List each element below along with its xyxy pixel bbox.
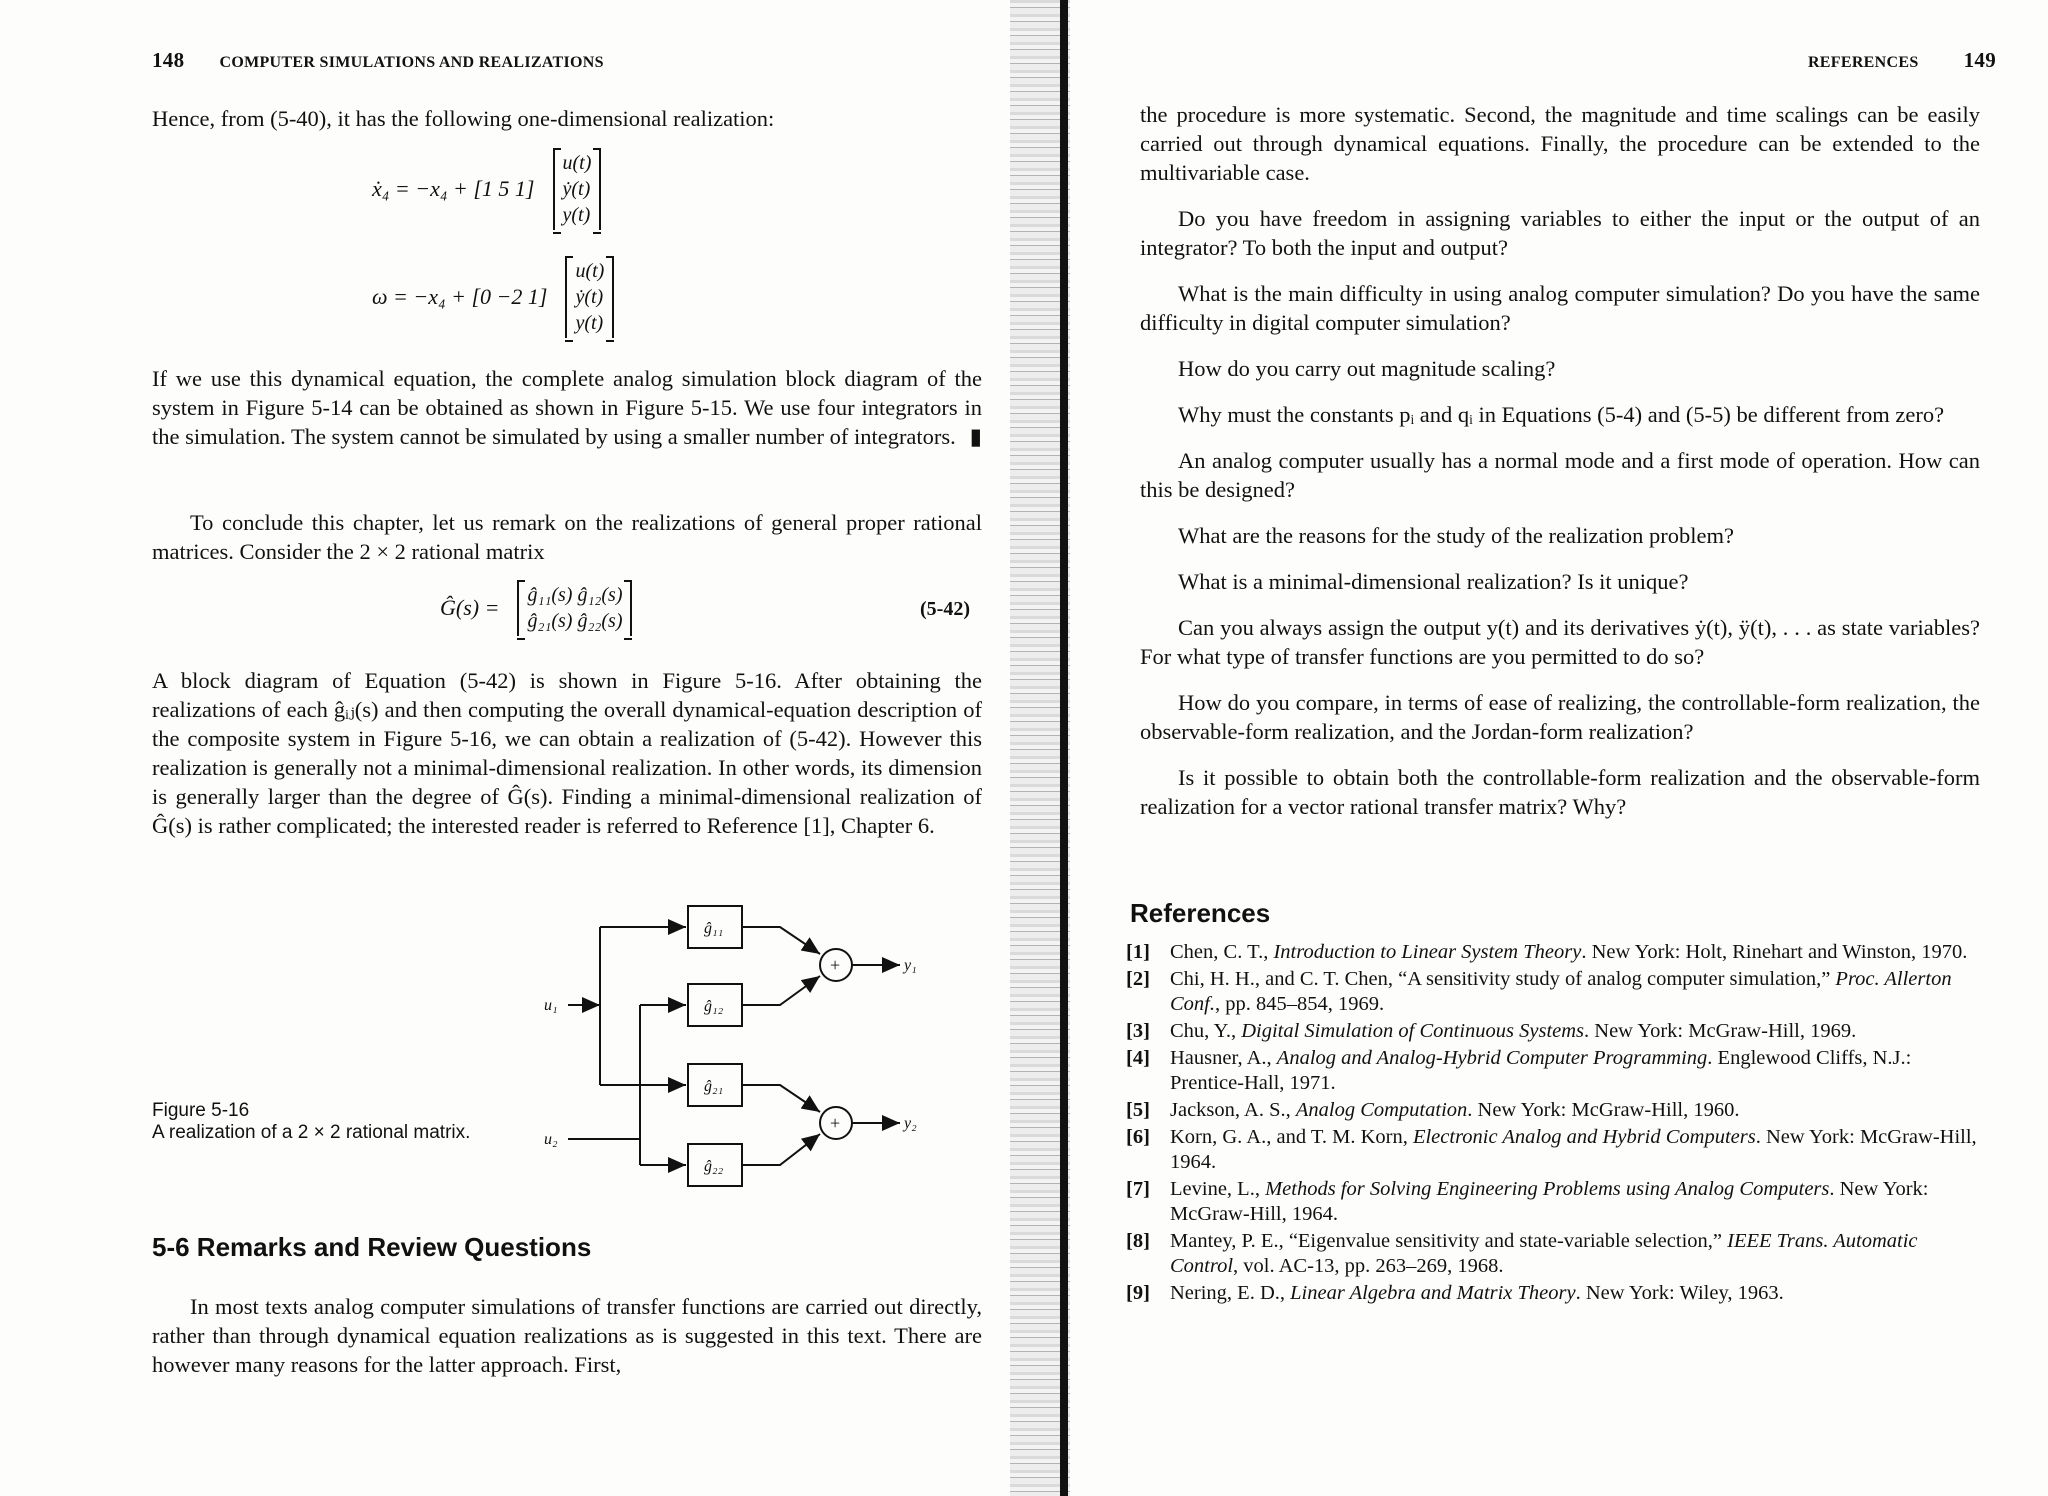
left-page-number: 148	[152, 48, 185, 72]
reference-item	[1126, 1281, 1986, 1306]
output-y1: y₁	[904, 957, 917, 974]
reference-title: IEEE Trans. Automatic Control	[1170, 1230, 1918, 1277]
block-label-g12: ĝ₁₂	[704, 998, 724, 1015]
review-question: What are the reasons for the study of the realization problem?	[1178, 523, 1735, 548]
vector-entry: u(t)	[562, 152, 592, 174]
reference-publisher: . New York: McGraw-Hill, 1964.	[1170, 1126, 1977, 1173]
references-list	[1126, 940, 1986, 1308]
summer-1-sign: +	[830, 955, 841, 975]
left-running-head	[152, 48, 604, 73]
references-heading: References	[1130, 898, 1271, 928]
reference-number: [2]	[1126, 968, 1150, 990]
reference-publisher: . New York: Wiley, 1963.	[1575, 1282, 1784, 1304]
vector-entry: ẏ(t)	[575, 286, 604, 308]
input-u2: u₂	[544, 1131, 558, 1148]
equation-number: (5-42)	[920, 598, 970, 620]
reference-publisher: . Englewood Cliffs, N.J.: Prentice-Hall, 1971.	[1170, 1047, 1912, 1094]
reference-number: [6]	[1126, 1126, 1150, 1148]
reference-publisher: . New York: McGraw-Hill, 1969.	[1584, 1020, 1857, 1042]
reference-title: Methods for Solving Engineering Problems using Analog Computers	[1265, 1178, 1830, 1200]
equation-x4-lhs: ẋ₄ = −x₄ + [1 5 1]	[372, 176, 535, 201]
paragraph-continued: the procedure is more systematic. Second, the magnitude and time scalings can be easily carried out through dynamical equations. Finally, the procedure can be extended to the multivariable case.	[1140, 102, 1980, 185]
reference-title: Introduction to Linear System Theory	[1273, 941, 1582, 963]
review-question: An analog computer usually has a normal mode and a first mode of operation. How can this be designed?	[1140, 448, 1980, 502]
summer-2-sign: +	[830, 1113, 841, 1133]
equation-5-42	[440, 580, 632, 636]
paragraph-simulation-text: If we use this dynamical equation, the complete analog simulation block diagram of the system in Figure 5-14 can be obtained as shown in Figure 5-15. We use four integrators in the simulation. The system cannot be simulated by using a smaller number of integrators.	[152, 366, 982, 449]
equation-x4	[372, 148, 601, 230]
reference-authors: Chi, H. H., and C. T. Chen, “A sensitivity study of analog computer simulation,”	[1170, 968, 1836, 990]
equation-omega	[372, 256, 614, 338]
paragraph-block-diagram: A block diagram of Equation (5-42) is shown in Figure 5-16. After obtaining the realizations of each ĝᵢⱼ(s) and then computing the overall dynamical-equation description of the composite system in Figure 5-16, we can obtain a realization of (5-42). However this realization is generally not a minimal-dimensional realization. In other words, its dimension is generally larger than the degree of Ĝ(s). Finding a minimal-dimensional realization of Ĝ(s) is rather complicated; the interested reader is referred to Reference [1], Chapter 6.	[152, 668, 982, 838]
paragraph-conclude: To conclude this chapter, let us remark on the realizations of general proper rational matrices. Consider the 2 × 2 rational matrix	[152, 510, 982, 564]
reference-number: [9]	[1126, 1282, 1150, 1304]
reference-publisher: . New York: McGraw-Hill, 1964.	[1170, 1178, 1929, 1225]
figure-5-16-diagram	[540, 892, 1000, 1204]
vector-entry: y(t)	[562, 204, 591, 226]
block-label-g21: ĝ₂₁	[704, 1078, 724, 1095]
right-running-head	[1808, 48, 1996, 73]
reference-item	[1126, 1125, 1986, 1175]
reference-number: [8]	[1126, 1230, 1150, 1252]
paragraph-simulation	[152, 364, 982, 451]
matrix-row: ĝ₁₁(s) ĝ₁₂(s)	[527, 584, 623, 606]
reference-title: Electronic Analog and Hybrid Computers	[1412, 1126, 1756, 1148]
review-question: What is the main difficulty in using analog computer simulation? Do you have the same difficulty in digital computer simulation?	[1140, 281, 1980, 335]
paragraph-remarks: In most texts analog computer simulations of transfer functions are carried out directly, rather than through dynamical equation realizations as is suggested in this text. There are however many reasons for the latter approach. First,	[152, 1294, 982, 1377]
reference-title: Linear Algebra and Matrix Theory	[1290, 1282, 1576, 1304]
block-label-g11: ĝ₁₁	[704, 920, 724, 937]
section-heading: 5-6 Remarks and Review Questions	[152, 1232, 592, 1262]
reference-title: Digital Simulation of Continuous Systems	[1241, 1020, 1585, 1042]
reference-publisher: , vol. AC-13, pp. 263–269, 1968.	[1233, 1255, 1504, 1277]
review-question: Can you always assign the output y(t) and its derivatives ẏ(t), ÿ(t), . . . as state variables? For what type of transfer functions are you permitted to do so?	[1140, 615, 1980, 669]
reference-authors: Mantey, P. E., “Eigenvalue sensitivity and state-variable selection,”	[1170, 1230, 1728, 1252]
reference-authors: Nering, E. D.,	[1170, 1282, 1291, 1304]
reference-title: Analog Computation	[1295, 1099, 1468, 1121]
equation-omega-vector	[565, 256, 614, 338]
reference-authors: Levine, L.,	[1170, 1178, 1266, 1200]
reference-number: [4]	[1126, 1047, 1150, 1069]
matrix-row: ĝ₂₁(s) ĝ₂₂(s)	[527, 610, 623, 632]
review-questions	[1140, 100, 1980, 838]
reference-item	[1126, 1098, 1986, 1123]
vector-entry: y(t)	[575, 312, 604, 334]
intro-text: Hence, from (5-40), it has the following one-dimensional realization:	[152, 106, 775, 131]
reference-publisher: . New York: Holt, Rinehart and Winston, 1970.	[1581, 941, 1968, 963]
output-y2: y₂	[904, 1115, 917, 1132]
reference-number: [1]	[1126, 941, 1150, 963]
review-question: Is it possible to obtain both the controllable-form realization and the observable-form realization for a vector rational transfer matrix? Why?	[1140, 765, 1980, 819]
book-spine	[1060, 0, 1068, 1496]
reference-number: [3]	[1126, 1020, 1150, 1042]
reference-authors: Chen, C. T.,	[1170, 941, 1274, 963]
vector-entry: ẏ(t)	[562, 178, 591, 200]
reference-number: [5]	[1126, 1099, 1150, 1121]
reference-number: [7]	[1126, 1178, 1150, 1200]
reference-item	[1126, 1229, 1986, 1279]
figure-caption-title: Figure 5-16	[152, 1100, 250, 1121]
reference-title: Analog and Analog-Hybrid Computer Programming	[1276, 1047, 1708, 1069]
figure-caption	[152, 1100, 512, 1144]
review-question: Do you have freedom in assigning variables to either the input or the output of an integrator? To both the input and output?	[1140, 206, 1980, 260]
reference-authors: Korn, G. A., and T. M. Korn,	[1170, 1126, 1413, 1148]
vector-entry: u(t)	[575, 260, 605, 282]
right-running-title: REFERENCES	[1807, 54, 1919, 71]
reference-item	[1126, 967, 1986, 1017]
reference-authors: Chu, Y.,	[1170, 1020, 1242, 1042]
reference-authors: Hausner, A.,	[1170, 1047, 1277, 1069]
left-running-title: COMPUTER SIMULATIONS AND REALIZATIONS	[219, 54, 604, 71]
reference-publisher: . New York: McGraw-Hill, 1960.	[1467, 1099, 1740, 1121]
end-of-proof-mark: ▮	[969, 424, 982, 449]
reference-authors: Jackson, A. S.,	[1170, 1099, 1296, 1121]
block-label-g22: ĝ₂₂	[704, 1158, 724, 1175]
review-question: Why must the constants pᵢ and qᵢ in Equations (5-4) and (5-5) be different from zero?	[1178, 402, 1945, 427]
reference-title: Proc. Allerton Conf.	[1170, 968, 1952, 1015]
reference-item	[1126, 1177, 1986, 1227]
review-question: How do you compare, in terms of ease of realizing, the controllable-form realization, the observable-form realization, and the Jordan-form realization?	[1140, 690, 1980, 744]
reference-item	[1126, 1019, 1986, 1044]
right-page-number: 149	[1963, 48, 1996, 72]
reference-item	[1126, 940, 1986, 965]
reference-publisher: , pp. 845–854, 1969.	[1215, 993, 1385, 1015]
reference-item	[1126, 1046, 1986, 1096]
review-question: What is a minimal-dimensional realization? Is it unique?	[1178, 569, 1689, 594]
equation-5-42-lhs: Ĝ(s) =	[440, 595, 500, 620]
figure-caption-text: A realization of a 2 × 2 rational matrix.	[152, 1122, 471, 1143]
review-question: How do you carry out magnitude scaling?	[1178, 356, 1556, 381]
equation-omega-lhs: ω = −x₄ + [0 −2 1]	[372, 284, 548, 309]
input-u1: u₁	[544, 997, 558, 1014]
equation-5-42-matrix	[517, 580, 632, 636]
equation-x4-vector	[553, 148, 602, 230]
